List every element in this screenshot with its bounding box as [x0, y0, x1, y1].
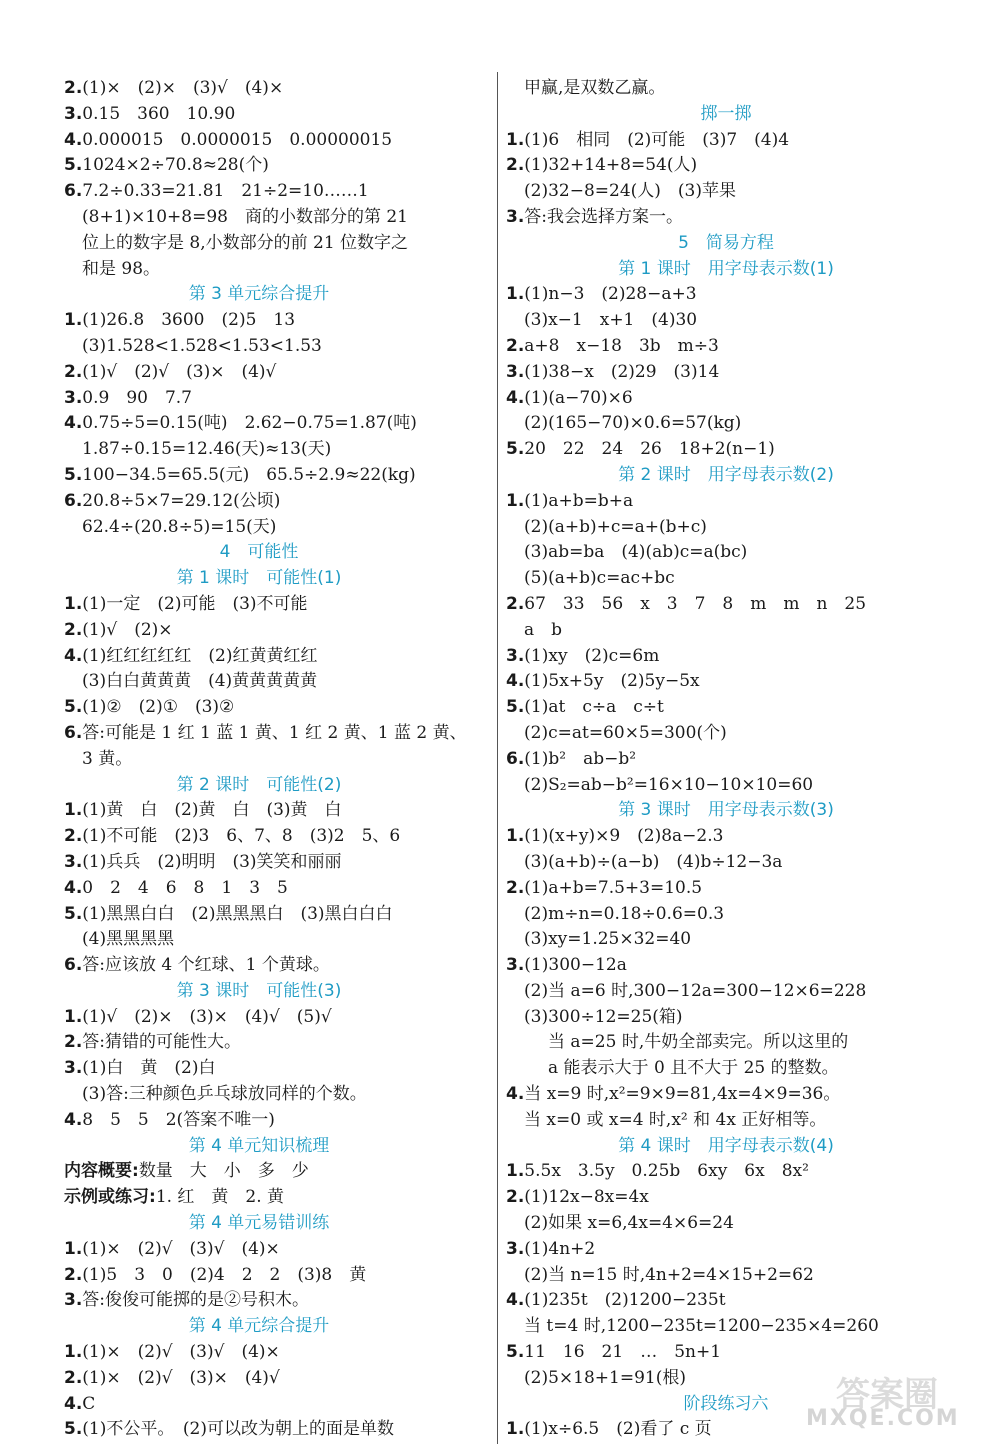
- section-heading: 第 3 课时 可能性(3): [176, 980, 342, 1001]
- answer-text: 100−34.5=65.5(元) 65.5÷2.9≈22(kg): [82, 464, 416, 485]
- continuation-line: (2)c=at=60×5=300(个): [524, 722, 727, 743]
- section-heading: 第 4 课时 用字母表示数(4): [618, 1135, 834, 1156]
- answer-line: [64, 489, 494, 515]
- summary-label: 内容概要:: [64, 1161, 139, 1182]
- question-number: 6.: [64, 181, 83, 202]
- continuation-line: (5)(a+b)c=ac+bc: [524, 568, 675, 589]
- answer-line: [506, 1159, 946, 1185]
- question-number: 3.: [64, 103, 83, 124]
- question-number: 1.: [64, 1238, 83, 1259]
- continuation-line: 1.87÷0.15=12.46(天)≈13(天): [82, 439, 332, 460]
- question-number: 5.: [64, 903, 83, 924]
- answer-text: (1)300−12a: [524, 955, 627, 976]
- answer-text: (1)4n+2: [524, 1238, 596, 1259]
- question-number: 4.: [64, 877, 83, 898]
- answer-line: [506, 128, 946, 154]
- answer-text: (1)xy (2)c=6m: [524, 645, 660, 666]
- question-number: 3.: [506, 361, 525, 382]
- answer-text: 67 33 56 x 3 7 8 m m n 25: [524, 593, 867, 614]
- answer-text: 7.2÷0.33=21.81 21÷2=10……1: [82, 181, 369, 202]
- answer-line: [64, 644, 494, 670]
- answer-text: (1)一定 (2)可能 (3)不可能: [82, 593, 308, 614]
- continuation-line: (2)32−8=24(人) (3)苹果: [524, 181, 736, 202]
- question-number: 4.: [64, 645, 83, 666]
- answer-text: (1)不可能 (2)3 6、7、8 (3)2 5、6: [82, 826, 401, 847]
- question-number: 6.: [64, 490, 83, 511]
- continuation-line: (2)S₂=ab−b²=16×10−10×10=60: [524, 774, 814, 795]
- continuation-line: (2)m÷n=0.18÷0.6=0.3: [524, 903, 725, 924]
- answer-text: (1)黄 白 (2)黄 白 (3)黄 白: [82, 800, 342, 821]
- question-number: 5.: [64, 697, 83, 718]
- answer-line: [506, 1237, 946, 1263]
- question-number: 6.: [64, 955, 83, 976]
- answer-line: [64, 179, 494, 205]
- answer-line: [506, 824, 946, 850]
- answer-text: (1)红红红红红 (2)红黄黄红红: [82, 645, 318, 666]
- summary-text: 数量 大 小 多 少: [138, 1161, 309, 1182]
- question-number: 1.: [506, 826, 525, 847]
- answer-text: (1)兵兵 (2)明明 (3)笑笑和丽丽: [82, 851, 342, 872]
- answer-line: [64, 695, 494, 721]
- continuation-line: (3)(a+b)÷(a−b) (4)b÷12−3a: [524, 851, 783, 872]
- answer-line: [64, 1056, 494, 1082]
- question-number: 3.: [64, 851, 83, 872]
- continuation-line: (2)5×18+1=91(根): [524, 1367, 686, 1388]
- continuation-line: 当 t=4 时,1200−235t=1200−235×4=260: [524, 1316, 879, 1337]
- question-number: 6.: [506, 748, 525, 769]
- answer-line: [506, 953, 946, 979]
- question-number: 3.: [64, 387, 83, 408]
- question-number: 2.: [64, 619, 83, 640]
- question-number: 1.: [64, 800, 83, 821]
- question-number: 2.: [506, 593, 525, 614]
- answer-text: (1)235t (2)1200−235t: [524, 1290, 726, 1311]
- question-number: 5.: [64, 155, 83, 176]
- answer-text: (1)38−x (2)29 (3)14: [524, 361, 720, 382]
- section-heading: 第 1 课时 可能性(1): [176, 568, 342, 589]
- answer-text: (1)黑黑白白 (2)黑黑黑白 (3)黑白白白: [82, 903, 393, 924]
- answer-text: 答:可能是 1 红 1 蓝 1 黄、1 红 2 黄、1 蓝 2 黄、: [82, 722, 467, 743]
- question-number: 4.: [64, 1109, 83, 1130]
- question-number: 2.: [506, 877, 525, 898]
- question-number: 2.: [64, 361, 83, 382]
- continuation-line: (3)ab=ba (4)(ab)c=a(bc): [524, 542, 748, 563]
- section-heading: 4 可能性: [219, 542, 299, 563]
- question-number: 2.: [64, 1032, 83, 1053]
- answer-line: [506, 437, 946, 463]
- question-number: 3.: [506, 955, 525, 976]
- answer-line: [506, 386, 946, 412]
- answer-line: [506, 205, 946, 231]
- answer-line: [64, 411, 494, 437]
- section-heading: 阶段练习六: [683, 1393, 769, 1414]
- answer-text: C: [82, 1393, 96, 1414]
- question-number: 2.: [64, 1367, 83, 1388]
- question-number: 1.: [64, 1342, 83, 1363]
- watermark-logo-glyphs: 答案圈: [836, 1375, 938, 1415]
- continuation-line: (2)当 n=15 时,4n+2=4×15+2=62: [524, 1264, 814, 1285]
- answer-text: 当 x=9 时,x²=9×9=81,4x=4×9=36。: [524, 1084, 841, 1105]
- answer-line: [64, 1108, 494, 1134]
- continuation-line: 甲赢,是双数乙赢。: [524, 78, 666, 98]
- answer-text: (1)6 相同 (2)可能 (3)7 (4)4: [524, 129, 790, 150]
- question-number: 2.: [506, 155, 525, 176]
- question-number: 2.: [64, 78, 83, 98]
- question-number: 4.: [506, 1290, 525, 1311]
- answer-line: [64, 76, 494, 102]
- answer-line: [64, 1030, 494, 1056]
- answer-text: 0.000015 0.0000015 0.00000015: [82, 129, 393, 150]
- continuation-line: (3)x−1 x+1 (4)30: [524, 310, 698, 331]
- answer-text: 0 2 4 6 8 1 3 5: [82, 877, 288, 898]
- summary-line: [64, 1185, 494, 1211]
- answer-text: (1)× (2)√ (3)× (4)√: [82, 1367, 280, 1388]
- question-number: 3.: [506, 1238, 525, 1259]
- answer-text: (1)5 3 0 (2)4 2 2 (3)8 黄: [82, 1264, 367, 1285]
- section-heading: 第 4 单元综合提升: [188, 1316, 330, 1337]
- question-number: 1.: [64, 593, 83, 614]
- question-number: 6.: [64, 722, 83, 743]
- question-number: 2.: [506, 335, 525, 356]
- section-heading: 掷一掷: [700, 103, 752, 124]
- answer-line: [506, 1288, 946, 1314]
- watermark-url: MXQE.COM: [806, 1406, 960, 1431]
- question-number: 3.: [506, 645, 525, 666]
- question-number: 4.: [64, 129, 83, 150]
- answer-text: (1)不公平。 (2)可以改为朝上的面是单数: [82, 1419, 394, 1440]
- answer-text: 答:猜错的可能性大。: [82, 1032, 242, 1053]
- answer-text: (1)× (2)√ (3)√ (4)×: [82, 1342, 280, 1363]
- question-number: 3.: [64, 1058, 83, 1079]
- continuation-line: (3)1.528<1.528<1.53<1.53: [82, 335, 322, 356]
- answer-text: 答:我会选择方案一。: [524, 206, 684, 227]
- continuation-line: 3 黄。: [82, 748, 133, 769]
- answer-text: 0.75÷5=0.15(吨) 2.62−0.75=1.87(吨): [82, 413, 417, 434]
- answer-text: (1)× (2)× (3)√ (4)×: [82, 78, 284, 98]
- answer-text: (1)at c÷a c÷t: [524, 697, 664, 718]
- question-number: 4.: [64, 1393, 83, 1414]
- question-number: 5.: [64, 1419, 83, 1440]
- question-number: 4.: [506, 671, 525, 692]
- answer-text: 1024×2÷70.8≈28(个): [82, 155, 269, 176]
- answer-line: [64, 1366, 494, 1392]
- answer-text: (1)√ (2)√ (3)× (4)√: [82, 361, 277, 382]
- section-heading: 第 4 单元知识梳理: [188, 1135, 330, 1156]
- answer-text: (1)② (2)① (3)②: [82, 697, 235, 718]
- answer-line: [64, 1005, 494, 1031]
- answer-line: [506, 695, 946, 721]
- continuation-line: 位上的数字是 8,小数部分的前 21 位数字之: [82, 232, 409, 253]
- section-heading: 第 1 课时 用字母表示数(1): [618, 258, 834, 279]
- answer-line: [506, 489, 946, 515]
- answer-line: [64, 360, 494, 386]
- continuation-line: (3)300÷12=25(箱): [524, 1006, 683, 1027]
- continuation-line: 和是 98。: [82, 258, 161, 279]
- answer-line: [506, 1340, 946, 1366]
- answer-line: [64, 128, 494, 154]
- answer-text: (1)5x+5y (2)5y−5x: [524, 671, 700, 692]
- question-number: 4.: [506, 1084, 525, 1105]
- answer-text: 8 5 5 2(答案不唯一): [82, 1109, 275, 1130]
- continuation-line: (4)黑黑黑黑: [82, 929, 175, 950]
- answer-line: [64, 153, 494, 179]
- answer-line: [64, 798, 494, 824]
- continuation-line: (2)(a+b)+c=a+(b+c): [524, 516, 707, 537]
- continuation-line: 当 x=0 或 x=4 时,x² 和 4x 正好相等。: [524, 1109, 827, 1130]
- answer-text: (1)√ (2)× (3)× (4)√ (5)√: [82, 1006, 332, 1027]
- continuation-line: (2)(165−70)×0.6=57(kg): [524, 413, 742, 434]
- question-number: 1.: [506, 284, 525, 305]
- question-number: 4.: [64, 413, 83, 434]
- answer-text: (1)a+b=7.5+3=10.5: [524, 877, 703, 898]
- question-number: 5.: [506, 439, 525, 460]
- answer-text: (1)a+b=b+a: [524, 490, 634, 511]
- answer-text: (1)√ (2)×: [82, 619, 173, 640]
- answer-text: (1)b² ab−b²: [524, 748, 637, 769]
- answer-line: [64, 824, 494, 850]
- continuation-line: (2)如果 x=6,4x=4×6=24: [524, 1213, 734, 1234]
- continuation-line: (2)当 a=6 时,300−12a=300−12×6=228: [524, 980, 867, 1001]
- answer-line: [506, 360, 946, 386]
- answer-line: [64, 876, 494, 902]
- question-number: 3.: [64, 1290, 83, 1311]
- answer-line: [64, 1263, 494, 1289]
- answer-text: (1)× (2)√ (3)√ (4)×: [82, 1238, 280, 1259]
- answer-line: [506, 747, 946, 773]
- question-number: 4.: [506, 387, 525, 408]
- answer-line: [506, 334, 946, 360]
- answer-line: [506, 876, 946, 902]
- answer-line: [64, 1417, 494, 1443]
- continuation-line: a b: [524, 619, 563, 640]
- answer-line: [64, 308, 494, 334]
- answer-line: [64, 386, 494, 412]
- answer-line: [64, 1392, 494, 1418]
- continuation-line: 62.4÷(20.8÷5)=15(天): [82, 516, 277, 537]
- section-heading: 5 简易方程: [678, 232, 774, 253]
- answer-line: [506, 669, 946, 695]
- answer-line: [64, 102, 494, 128]
- continuation-line: (3)答:三种颜色乒乓球放同样的个数。: [82, 1084, 367, 1105]
- section-heading: 第 2 课时 可能性(2): [176, 774, 342, 795]
- answer-text: 20 22 24 26 18+2(n−1): [524, 439, 775, 460]
- question-number: 1.: [506, 129, 525, 150]
- answer-line: [506, 1082, 946, 1108]
- answer-text: 答:俊俊可能掷的是②号积木。: [82, 1290, 310, 1311]
- answer-line: [506, 282, 946, 308]
- answer-line: [64, 1340, 494, 1366]
- answer-text: (1)(a−70)×6: [524, 387, 633, 408]
- watermark-logo: [806, 1367, 976, 1431]
- answer-line: [64, 953, 494, 979]
- answer-text: 0.15 360 10.90: [82, 103, 236, 124]
- right-column: [506, 76, 946, 1443]
- continuation-line: (8+1)×10+8=98 商的小数部分的第 21: [82, 206, 408, 227]
- section-heading: 第 3 课时 用字母表示数(3): [618, 800, 834, 821]
- answer-line: [64, 592, 494, 618]
- answer-line: [506, 592, 946, 618]
- summary-label: 示例或练习:: [64, 1187, 156, 1208]
- summary-line: [64, 1159, 494, 1185]
- question-number: 5.: [506, 1342, 525, 1363]
- question-number: 1.: [64, 310, 83, 331]
- answer-text: (1)26.8 3600 (2)5 13: [82, 310, 296, 331]
- column-divider: [497, 72, 498, 1444]
- answer-line: [64, 1288, 494, 1314]
- answer-text: 答:应该放 4 个红球、1 个黄球。: [82, 955, 330, 976]
- answer-line: [64, 850, 494, 876]
- summary-text: 1. 红 黄 2. 黄: [155, 1187, 285, 1208]
- continuation-line: (3)xy=1.25×32=40: [524, 929, 692, 950]
- left-column: [64, 76, 494, 1443]
- answer-line: [64, 618, 494, 644]
- section-heading: 第 2 课时 用字母表示数(2): [618, 464, 834, 485]
- question-number: 2.: [506, 1187, 525, 1208]
- question-number: 2.: [64, 1264, 83, 1285]
- continuation-line: a 能表示大于 0 且不大于 25 的整数。: [548, 1058, 839, 1079]
- continuation-line: (3)白白黄黄黄 (4)黄黄黄黄黄: [82, 671, 318, 692]
- question-number: 2.: [64, 826, 83, 847]
- question-number: 3.: [506, 206, 525, 227]
- section-heading: 第 3 单元综合提升: [188, 284, 330, 305]
- question-number: 1.: [506, 1161, 525, 1182]
- answer-text: a+8 x−18 3b m÷3: [524, 335, 719, 356]
- answer-text: (1)(x+y)×9 (2)8a−2.3: [524, 826, 724, 847]
- answer-text: (1)12x−8x=4x: [524, 1187, 649, 1208]
- answer-line: [64, 902, 494, 928]
- answer-text: (1)白 黄 (2)白: [82, 1058, 216, 1079]
- section-heading: 第 4 单元易错训练: [188, 1213, 330, 1234]
- answer-line: [506, 153, 946, 179]
- answer-text: 5.5x 3.5y 0.25b 6xy 6x 8x²: [524, 1161, 809, 1182]
- question-number: 1.: [64, 1006, 83, 1027]
- answer-text: 11 16 21 … 5n+1: [524, 1342, 722, 1363]
- answer-line: [64, 1237, 494, 1263]
- question-number: 5.: [64, 464, 83, 485]
- question-number: 1.: [506, 1419, 525, 1440]
- answer-line: [64, 463, 494, 489]
- answer-text: 0.9 90 7.7: [82, 387, 192, 408]
- continuation-line: 当 a=25 时,牛奶全部卖完。所以这里的: [548, 1032, 849, 1053]
- question-number: 5.: [506, 697, 525, 718]
- answer-text: (1)x÷6.5 (2)看了 c 页: [524, 1419, 712, 1440]
- answer-text: (1)32+14+8=54(人): [524, 155, 698, 176]
- answer-line: [506, 644, 946, 670]
- answer-line: [64, 721, 494, 747]
- answer-line: [506, 1185, 946, 1211]
- answer-text: (1)n−3 (2)28−a+3: [524, 284, 697, 305]
- question-number: 1.: [506, 490, 525, 511]
- answer-text: 20.8÷5×7=29.12(公顷): [82, 490, 281, 511]
